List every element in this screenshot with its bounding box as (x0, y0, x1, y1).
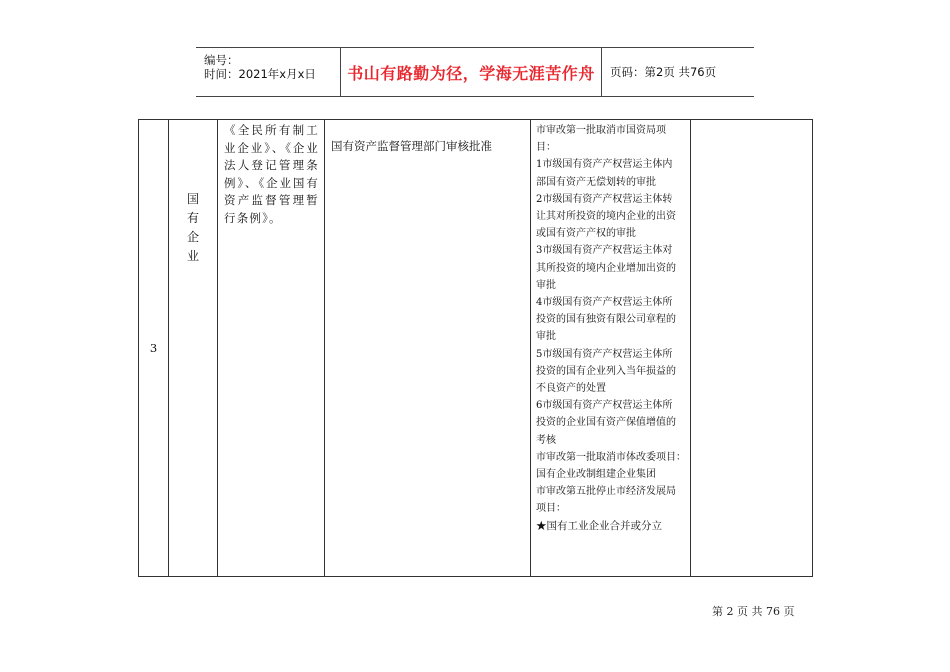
notes-line: 或国有资产产权的审批 (536, 228, 636, 240)
notes-line: 3市级国有资产产权营运主体对 (536, 245, 673, 257)
approval-table (138, 119, 813, 577)
notes-line: 审批 (536, 331, 556, 343)
approver-column (325, 120, 531, 576)
page-header (196, 47, 754, 97)
notes-line: 投资的企业国有资产保值增值的 (536, 417, 676, 429)
notes-column (531, 120, 691, 576)
notes-line: 国有企业改制组建企业集团 (536, 469, 656, 481)
notes-line: 部国有资产无偿划转的审批 (536, 176, 656, 188)
notes-list (536, 122, 687, 535)
notes-line: 项目： (536, 503, 566, 515)
notes-line: 市审改第一批取消市体改委项目： (536, 451, 686, 463)
approver-text: 国有资产监督管理部门审核批准 (331, 139, 492, 153)
notes-line: 1市级国有资产产权营运主体内 (536, 159, 673, 171)
notes-line: 审批 (536, 279, 556, 291)
notes-line: 让其对所投资的境内企业的出资 (536, 211, 676, 223)
notes-line: 考核 (536, 434, 556, 446)
time-label: 时间：2021年x月x日 (204, 67, 316, 81)
notes-line: 6市级国有资产产权营运主体所 (536, 400, 673, 412)
remark-column (691, 120, 812, 576)
notes-line: 2市级国有资产产权营运主体转 (536, 193, 673, 205)
seq-column (139, 120, 169, 576)
notes-line: 目： (536, 142, 556, 154)
motto-text: 书山有路勤为径，学海无涯苦作舟 (347, 63, 595, 83)
notes-line: 不良资产的处置 (536, 383, 606, 395)
name-char: 业 (186, 249, 199, 263)
notes-line: 市审改第五批停止市经济发展局 (536, 486, 676, 498)
legal-basis-text: 《全民所有制工业企业》、《企业法人登记管理条例》、《企业国有资产监督管理暂行条例》。 (224, 123, 319, 225)
name-column (169, 120, 218, 576)
row-seq: 3 (149, 341, 158, 355)
item-name-vertical (169, 190, 217, 266)
notes-line: 投资的国有独资有限公司章程的 (536, 314, 676, 326)
header-motto-cell (340, 48, 602, 96)
notes-line: 投资的国有企业列入当年损益的 (536, 365, 676, 377)
basis-column (218, 120, 325, 576)
number-label: 编号： (204, 53, 239, 67)
notes-line: 其所投资的境内企业增加出资的 (536, 262, 676, 274)
header-meta (204, 53, 316, 81)
page-code: 页码：第2页 共76页 (610, 65, 717, 79)
notes-line: 4市级国有资产产权营运主体所 (536, 297, 673, 309)
name-char: 有 (186, 211, 199, 225)
name-char: 企 (186, 230, 199, 244)
page-footer: 第 2 页 共 76 页 (712, 605, 795, 618)
notes-line: ★国有工业企业合并或分立 (536, 519, 662, 532)
notes-line: 5市级国有资产产权营运主体所 (536, 348, 673, 360)
notes-line: 市审改第一批取消市国资局项 (536, 125, 666, 136)
name-char: 国 (186, 192, 199, 206)
